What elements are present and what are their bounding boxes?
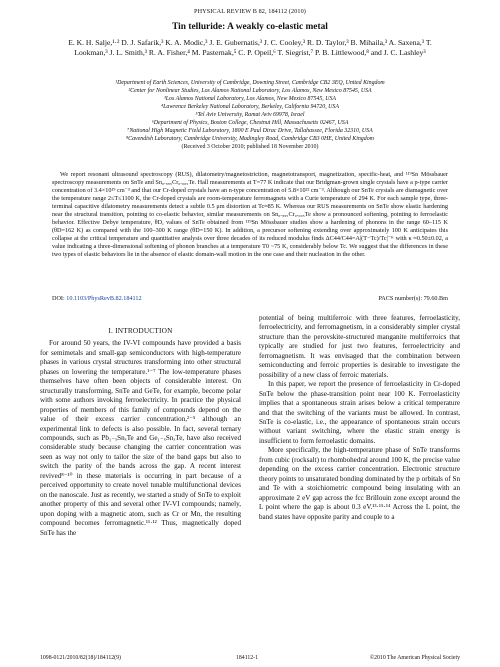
pacs-numbers: PACS number(s): 79.60.Bm [378, 295, 448, 302]
affiliation-line: ⁴Lawrence Berkeley National Laboratory, Berkeley, California 94720, USA [161, 104, 339, 111]
paper-title: Tin telluride: A weakly co-elastic metal [172, 22, 328, 32]
left-column [40, 326, 241, 538]
affiliation-line: ³Los Alamos National Laboratory, Los Alamos, New Mexico 87545, USA [163, 96, 337, 103]
section-heading: I. INTRODUCTION [108, 326, 173, 335]
page-number: 184112-1 [236, 655, 259, 661]
affiliation-line: ⁸Cavendish Laboratory, Cambridge University, Madingley Road, Cambridge CB3 0HE, United Kingdom [126, 136, 374, 143]
paragraph: In this paper, we report the presence of ferroelasticity in Cr-doped SnTe below the phase-transition point near 100 K. Ferroelasticity implies that a spontaneous strain arises below a critical temperature and that the switching of the variants must be allowed. In contrast, SnTe is co-elastic, i.e., the appearance of spontaneous strain occurs without variant switching, where the elastic strain energy is insufficient to form ferroelastic domains. [259, 380, 460, 445]
journal-header: PHYSICAL REVIEW B 82, 184112 (2010) [194, 8, 306, 15]
doi-link[interactable]: 10.1103/PhysRevB.82.184112 [66, 295, 142, 302]
affiliation-line: ⁶Department of Physics, Boston College, Chestnut Hill, Massachusetts 02467, USA [151, 120, 349, 127]
affiliations-block [70, 79, 430, 151]
author-list: E. K. H. Salje,¹·² D. J. Safarik,³ K. A. Modic,³ J. E. Gubernatis,³ J. C. Cooley,³ R. D. Taylor,³ B. Mihaila,³ A. Saxena,³ T. Lookman,³ J. L. Smith,³ R. A. Fisher,⁴ M. Pasternak,⁵ C. P. Opeil,⁶ T. Siegrist,⁷ P. B. Littlewood,⁸ and J. C. Lashley³ [68, 38, 432, 58]
affiliation-line: ¹Department of Earth Sciences, University of Cambridge, Downing Street, Cambridge CB2 3EQ, United Kingdom [115, 80, 385, 86]
paragraph: More specifically, the high-temperature phase of SnTe transforms from cubic (rocksalt) to rhombohedral around 100 K, the precise value depending on the excess carrier concentration. Electronic structure theory points to unsaturated bonding dominated by the p orbitals of Sn and Te with a stoichiometric compound being insulating with an approximate 2 eV gap across the fcc Brillouin zone except around the L point where the gap is about 0.3 eV.¹³·¹⁵·¹⁴ Across the L point, the band states have opposite parity and couple to a [259, 446, 460, 521]
issn-code: 1098-0121/2010/82(18)/184112(9) [40, 655, 121, 661]
paragraph: potential of being multiferroic with three features, ferroelasticity, ferroelectricity, and ferromagnetism, in a considerably simpler crystal structure than the perovskite-structured manganite multiferroics that typically are studied for just two features, ferroelectricity and ferromagnetism. It was envisaged that the combination between semiconducting and ferroic properties is desirable to investigate the possibility of a new class of ferroic materials. [259, 314, 460, 379]
received-date: (Received 3 October 2010; published 18 November 2010) [181, 144, 319, 151]
abstract: We report resonant ultrasound spectroscopy (RUS), dilatometry/magnetostriction, magnetotransport, magnetization, specific-heat, and ¹¹⁹Sn Mössbauer spectroscopy measurements on SnTe and Sn₀.₉₉₅Cr₀.₀₀₅Te. Hall measurements at T=77 K indicate that our Bridgman-grown single crystals have a p-type carrier concentration of 3.4×10¹⁹ cm⁻³ and that our Cr-doped crystals have an n-type concentration of 5.8×10²² cm⁻³. Although our SnTe crystals are diamagnetic over the temperature range 2≤T≤1100 K, the Cr-doped crystals are room-temperature ferromagnets with a Curie temperature of 294 K. For each sample type, three-terminal capacitive dilatometry measurements detect a subtle 0.5 μm distortion at Tc≈85 K. Whereas our RUS measurements on SnTe show elastic hardening near the structural transition, pointing to co-elastic behavior, similar measurements on Sn₀.₉₉₅Cr₀.₀₀₅Te show a pronounced softening, pointing to ferroelastic behavior. Effective Debye temperature, θD, values of SnTe obtained from ¹¹⁹Sn Mössbauer studies show a hardening of phonons in the range 60–115 K (θD=162 K) as compared with the 100–300 K range (θD=150 K). In addition, a precursor softening extending over approximately 100 K anticipates this collapse at the critical temperature and quantitative analysis over three decades of its reduced modulus finds ΔC44/C44=A|(T−Tc)/Tc|⁻ᴷ with κ ≈0.50±0.02, a value indicating a three-dimensional softening of phonon branches at a temperature T0 ~75 K, considerably below Tc. We suggest that the differences in these two types of elastic behaviors lie in the absence of elastic domain-wall motion in the one case and their nucleation in the other. [52, 171, 448, 259]
paragraph: For around 50 years, the IV-VI compounds have provided a basis for semimetals and small-gap semiconductors with high-temperature phases in various crystal structures transforming into other structural phases on lowering the temperature.¹⁻⁷ The low-temperature phases themselves have often been objects of considerable interest. On structurally transforming, SnTe and GeTe, for example, become polar with some authors invoking ferroelectricity. In practice the physical properties of members of this family of compounds depend on the value of their excess carrier concentration,²⁻⁵ although an experimental link to defects is also possible. In fact, several ternary compounds, such as Pb₁₋ₓSnₓTe and Ge₁₋ₓSnₓTe, have also received considerable study because changing the carrier concentration was seen as way not only to tailor the size of the band gaps but also to switch the parity of the bands across the gap. A recent interest revived⁸⁻¹⁰ in these materials is occurring in part because of a perceived opportunity to create novel tunable multifunctional devices on the nanoscale. Just as recently, we started a study of SnTe to exploit another property of this and several other IV-VI compounds; namely, upon doping with a magnetic atom, such as Cr or Mn, the resulting compound becomes ferromagnetic.¹¹·¹² Thus, magnetically doped SnTe has the [40, 339, 241, 537]
copyright: ©2010 The American Physical Society [369, 655, 460, 661]
affiliation-line: ⁵Tel Aviv University, Ramat Aviv 69978, Israel [195, 112, 305, 119]
affiliation-line: ⁷National High Magnetic Field Laboratory, 1800 E Paul Dirac Drive, Tallahassee, Florida 32310, USA [127, 128, 373, 135]
doi-label: DOI: 10.1103/PhysRevB.82.184112 [52, 295, 142, 302]
affiliation-line: ²Center for Nonlinear Studies, Los Alamos National Laboratory, Los Alamos, New Mexico 87545, USA [128, 88, 372, 95]
right-column [259, 314, 460, 522]
